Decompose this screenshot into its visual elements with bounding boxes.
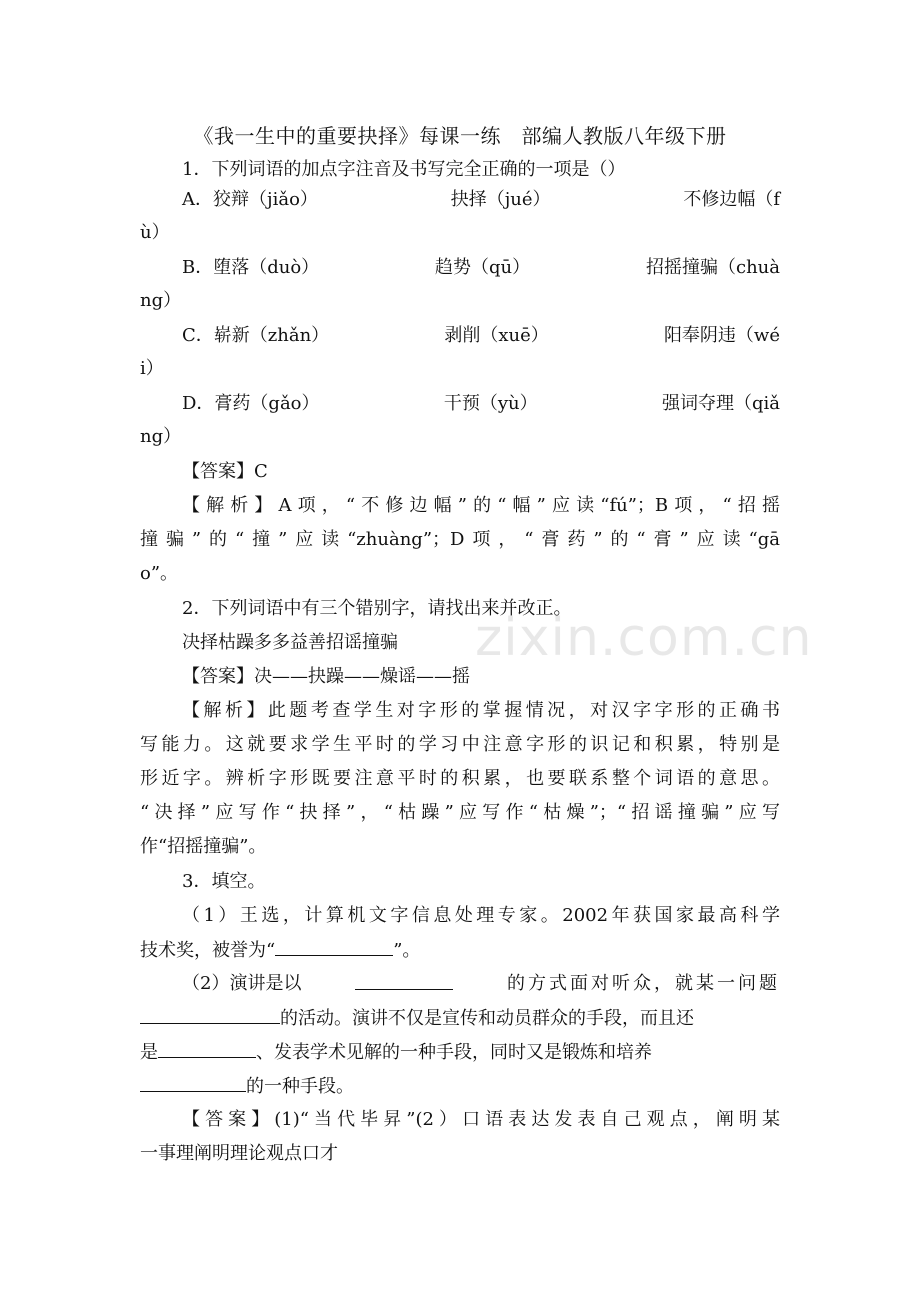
- question-2-analysis-line-2: 写能力。这就要求学生平时的学习中注意字形的识记和积累，特别是: [140, 734, 780, 755]
- question-3-part-2-line-3: [140, 1037, 780, 1068]
- part-1-text-b: ”。: [393, 940, 421, 961]
- option-d-word-3: 强词夺理（qiǎ: [661, 393, 780, 414]
- part-2-text-e: 、发表学术见解的一种手段，同时又是锻炼和培养: [256, 1042, 652, 1063]
- option-c-continuation: i）: [140, 358, 164, 379]
- question-2-analysis-line-5: 作“招摇撞骗”。: [140, 836, 267, 857]
- question-3-part-1-line-1: （1）王选，计算机文字信息处理专家。2002年获国家最高科学: [182, 905, 780, 926]
- part-1-text-a: 技术奖，被誉为“: [140, 940, 276, 961]
- question-3-part-2-line-4: [140, 1071, 780, 1102]
- question-3-answer-line-1: 【答案】(1)“当代毕昇”(2）口语表达发表自己观点，阐明某: [182, 1109, 780, 1130]
- part-2-text-b: 的方式面对听众，就某一问题: [506, 973, 780, 994]
- option-b-word-1: B．堕落（duò）: [182, 257, 320, 278]
- question-2-analysis-line-1: 【解析】此题考查学生对字形的掌握情况，对汉字字形的正确书: [182, 700, 780, 721]
- part-2-text-d: 是: [140, 1042, 158, 1063]
- question-2-analysis-line-4: “决择”应写作“抉择”，“枯躁”应写作“枯燥”；“招谣撞骗”应写: [140, 802, 780, 823]
- option-d-word-1: D．膏药（gǎo）: [182, 393, 320, 414]
- option-c-word-1: C．崭新（zhǎn）: [182, 325, 330, 346]
- question-1-analysis-line-2: 撞骗”的“撞”应读“zhuàng”；D项，“膏药”的“膏”应读“gā: [140, 529, 780, 550]
- option-b-continuation: ng）: [140, 290, 182, 311]
- watermark: zixin.com.cn: [475, 608, 813, 668]
- question-1-answer: 【答案】C: [182, 461, 268, 482]
- question-2-analysis-line-3: 形近字。辨析字形既要注意平时的积累，也要联系整个词语的意思。: [140, 768, 780, 789]
- answer-blank[interactable]: [158, 1037, 256, 1058]
- question-1-option-d: [182, 389, 780, 419]
- question-2-stem: 2．下列词语中有三个错别字，请找出来并改正。: [182, 598, 572, 619]
- answer-blank[interactable]: [140, 1071, 246, 1092]
- answer-blank[interactable]: [140, 1003, 280, 1024]
- question-1-option-a: [182, 185, 780, 215]
- part-2-text-c: 的活动。演讲不仅是宣传和动员群众的手段，而且还: [280, 1008, 694, 1029]
- option-c-word-3: 阳奉阴违（wé: [663, 325, 780, 346]
- answer-blank[interactable]: [355, 969, 453, 990]
- question-3-part-2-line-2: [140, 1003, 780, 1034]
- question-1-analysis-line-3: o”。: [140, 563, 179, 584]
- option-d-continuation: ng）: [140, 426, 182, 447]
- question-1-option-c: [182, 321, 780, 351]
- part-2-text-a: （2）演讲是以: [182, 973, 302, 994]
- question-3-part-2-line-1: [182, 969, 780, 999]
- option-a-continuation: ù）: [140, 222, 170, 243]
- question-2-words: 决择枯躁多多益善招谣撞骗: [182, 632, 398, 653]
- question-1-analysis-line-1: 【解析】A项，“不修边幅”的“幅”应读“fú”；B项，“招摇: [182, 495, 780, 516]
- part-2-text-f: 的一种手段。: [246, 1076, 354, 1097]
- option-b-word-3: 招摇撞骗（chuà: [646, 257, 780, 278]
- question-1-option-b: [182, 253, 780, 283]
- option-d-word-2: 干预（yù）: [443, 393, 538, 414]
- option-a-word-3: 不修边幅（f: [683, 189, 780, 210]
- option-b-word-2: 趋势（qū）: [435, 257, 531, 278]
- question-2-answer: 【答案】决——抉躁——燥谣——摇: [182, 666, 470, 687]
- question-1-stem: 1．下列词语的加点字注音及书写完全正确的一项是（）: [182, 159, 626, 180]
- option-a-word-1: A．狡辩（jiǎo）: [182, 189, 318, 210]
- answer-blank[interactable]: [275, 935, 393, 956]
- question-3-stem: 3．填空。: [182, 871, 266, 892]
- question-3-part-1-line-2: [140, 935, 780, 966]
- question-3-answer-line-2: 一事理阐明理论观点口才: [140, 1143, 338, 1164]
- option-c-word-2: 剥削（xuē）: [444, 325, 549, 346]
- page-title: 《我一生中的重要抉择》每课一练 部编人教版八年级下册: [193, 124, 727, 148]
- option-a-word-2: 抉择（jué）: [450, 189, 551, 210]
